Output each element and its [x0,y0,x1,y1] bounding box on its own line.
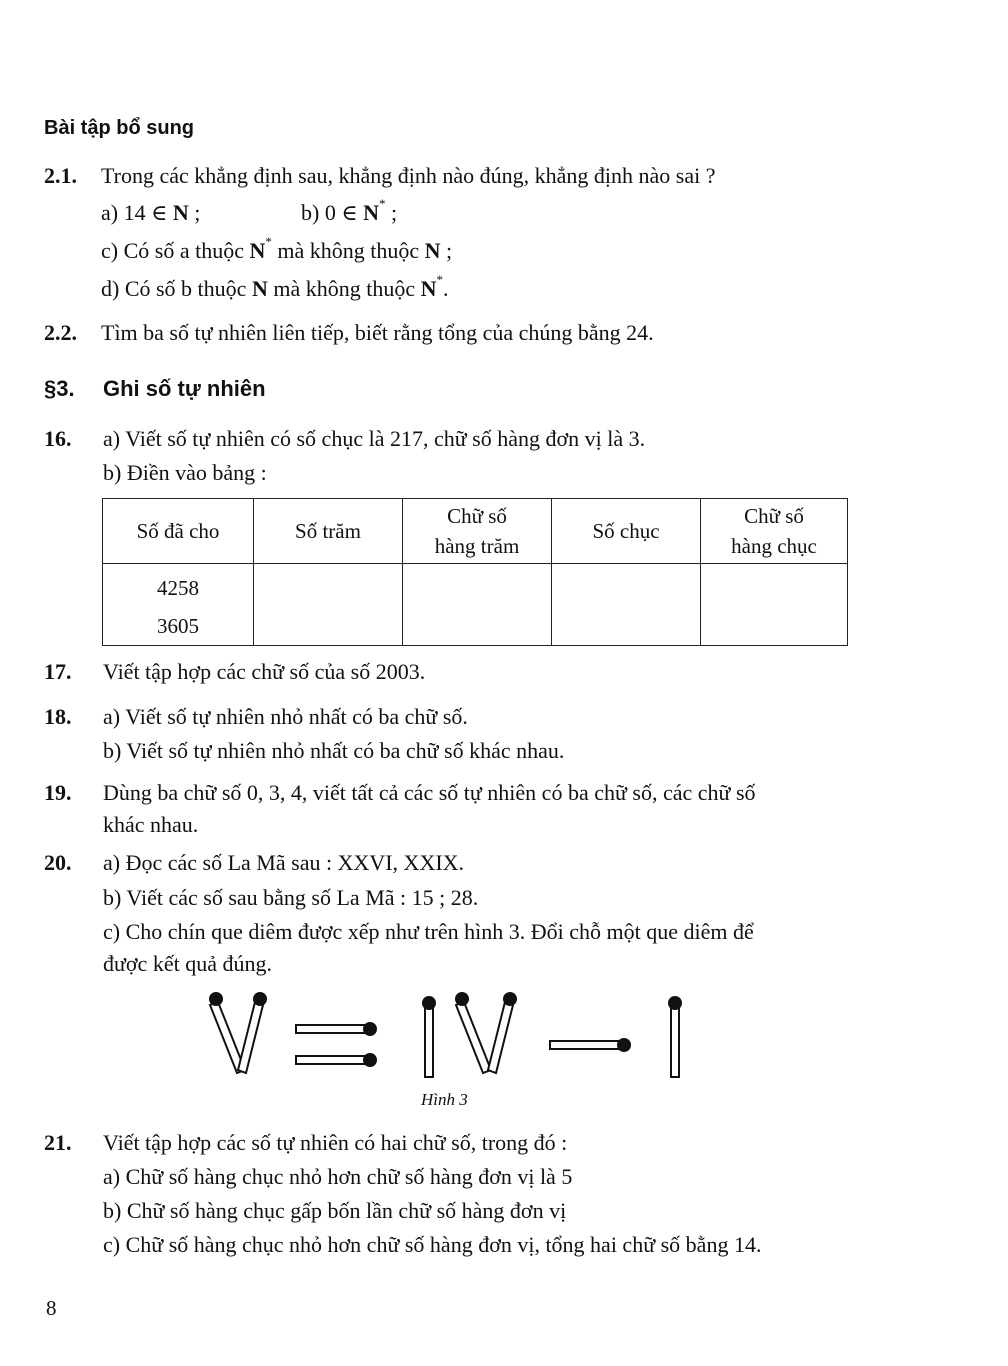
superscript: * [265,234,272,249]
table-header-cell: Số trăm [254,499,403,564]
item-text: a) 14 ∈ [101,200,173,225]
given-number: 4258 [157,576,199,600]
exercise-text: khác nhau. [103,812,199,837]
matchstick [455,992,491,1073]
matchstick [296,1053,377,1067]
item-b: b) Điền vào bảng : [103,460,267,485]
figure-caption: Hình 3 [421,1090,468,1109]
given-number: 3605 [157,614,199,638]
item-d [101,272,449,302]
item-text: c) Có số a thuộc [101,238,250,263]
exercise-text: Tìm ba số tự nhiên liên tiếp, biết rằng tổng của chúng bằng 24. [101,320,654,345]
item-b: b) Viết số tự nhiên nhỏ nhất có ba chữ số khác nhau. [103,738,565,763]
item-text: mà không thuộc [271,238,425,263]
exercise-text: Viết tập hợp các chữ số của số 2003. [103,659,426,684]
set-symbol: N [363,200,380,225]
item-b: b) Viết các số sau bằng số La Mã : 15 ; 28. [103,885,479,910]
exercise-number: 20. [44,850,72,875]
item-text: . [443,276,449,301]
set-symbol: N [420,276,437,301]
item-text: b) 0 ∈ [301,200,364,225]
exercise-text: Dùng ba chữ số 0, 3, 4, viết tất cả các số tự nhiên có ba chữ số, các chữ số [103,780,756,805]
item-c-cont: được kết quả đúng. [103,951,272,976]
table-cell [103,564,254,646]
table-cell-blank[interactable] [254,564,403,646]
matchstick [668,996,682,1077]
table-header-cell: Số đã cho [103,499,254,564]
table-header-row [103,499,848,564]
table-cell-blank[interactable] [701,564,848,646]
table-cell-blank[interactable] [403,564,552,646]
section-heading: Bài tập bổ sung [44,117,194,139]
item-c: c) Chữ số hàng chục nhỏ hơn chữ số hàng đơn vị, tổng hai chữ số bằng 14. [103,1232,762,1257]
exercise-text: Viết tập hợp các số tự nhiên có hai chữ số, trong đó : [103,1130,568,1155]
set-symbol: N [424,238,441,263]
exercise-text: Trong các khẳng định sau, khẳng định nào đúng, khẳng định nào sai ? [101,163,716,188]
exercise-number: 2.2. [44,320,77,345]
header-line: hàng chục [731,534,817,558]
item-text: d) Có số b thuộc [101,276,252,301]
item-a [101,200,200,226]
superscript: * [379,196,386,211]
table-cell-blank[interactable] [552,564,701,646]
item-b: b) Chữ số hàng chục gấp bốn lần chữ số hàng đơn vị [103,1198,567,1223]
item-c [101,234,453,264]
section-title: Ghi số tự nhiên [103,376,266,401]
item-b [301,196,398,226]
table-header-cell [701,499,848,564]
item-text: ; [188,200,201,225]
item-text: ; [385,200,398,225]
item-c: c) Cho chín que diêm được xếp như trên hình 3. Đổi chỗ một que diêm để [103,919,754,944]
superscript: * [436,272,443,287]
set-symbol: N [251,276,268,301]
exercise-number: 21. [44,1130,72,1155]
matchstick [488,992,517,1073]
exercise-number: 17. [44,659,72,684]
header-line: Chữ số [447,504,507,528]
matchstick [422,996,436,1077]
set-symbol: N [172,200,189,225]
page-number: 8 [46,1296,57,1320]
item-a: a) Viết số tự nhiên có số chục là 217, chữ số hàng đơn vị là 3. [103,426,646,451]
section-number: §3. [44,376,75,401]
matchstick [296,1022,377,1036]
matchstick [550,1038,631,1052]
header-line: Chữ số [744,504,804,528]
table-row [103,564,848,646]
item-text: ; [440,238,453,263]
table-header-cell [403,499,552,564]
exercise-number: 18. [44,704,72,729]
item-a: a) Chữ số hàng chục nhỏ hơn chữ số hàng đơn vị là 5 [103,1164,573,1189]
matchstick-figure [200,985,700,1085]
set-symbol: N [249,238,266,263]
matchstick [238,992,267,1073]
exercise-number: 2.1. [44,163,77,188]
item-a: a) Viết số tự nhiên nhỏ nhất có ba chữ số. [103,704,468,729]
item-a: a) Đọc các số La Mã sau : XXVI, XXIX. [103,850,465,875]
table-header-cell: Số chục [552,499,701,564]
exercise-number: 19. [44,780,72,805]
header-line: hàng trăm [434,534,520,558]
exercise-number: 16. [44,426,72,451]
fill-in-table [102,498,848,646]
item-text: mà không thuộc [267,276,421,301]
